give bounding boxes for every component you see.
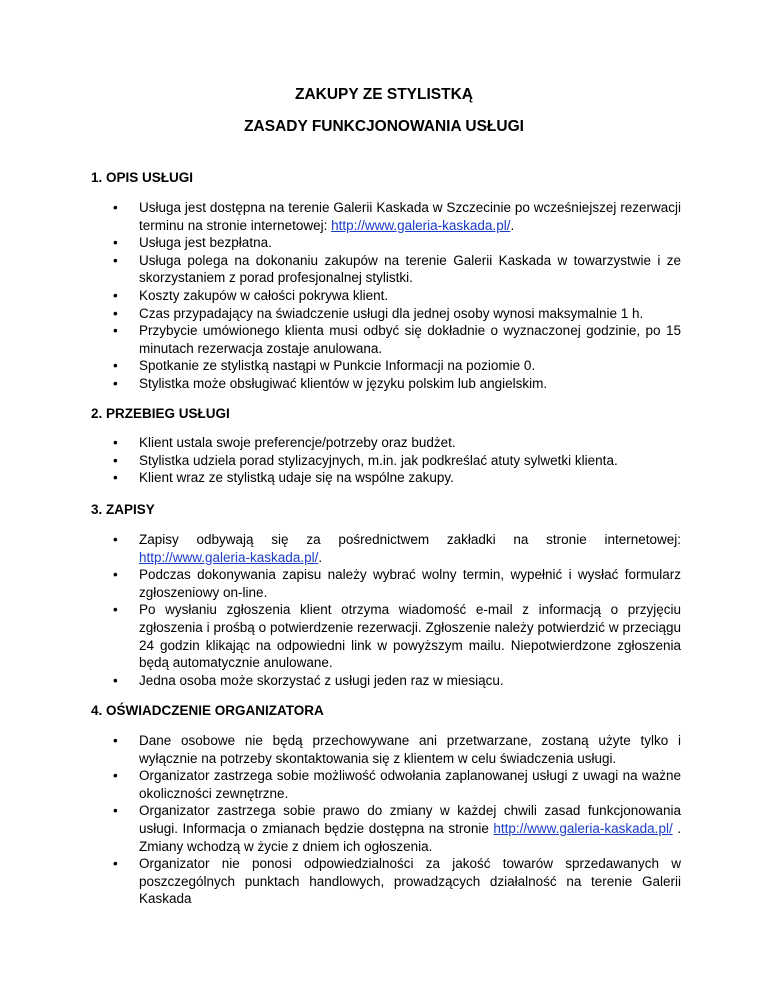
list-item — [91, 322, 681, 357]
item-text: Organizator zastrzega sobie możliwość odwołania zaplanowanej usługi z uwagi na ważne okoliczności zewnętrzne. — [139, 768, 681, 801]
section-heading: 3. ZAPISY — [91, 502, 155, 517]
item-text: Dane osobowe nie będą przechowywane ani przetwarzane, zostaną użyte tylko i wyłącznie na potrzeby skontaktowania się z klientem w celu świadczenia usługi. — [139, 733, 681, 766]
section-oswiadczenie-organizatora — [91, 703, 681, 908]
item-text-suffix: . Zmiany wchodzą w życie z dniem ich ogłoszenia. — [139, 820, 681, 854]
list-item — [91, 252, 681, 287]
bullet-icon: • — [113, 200, 118, 215]
section-list — [91, 531, 681, 689]
section-heading: 2. PRZEBIEG USŁUGI — [91, 406, 230, 421]
list-item — [91, 531, 681, 566]
list-item — [91, 732, 681, 767]
bullet-icon: • — [113, 532, 118, 547]
item-text-suffix: . — [318, 549, 323, 565]
item-text: Podczas dokonywania zapisu należy wybrać wolny termin, wypełnić i wysłać formularz zgłoszeniowy on-line. — [139, 567, 681, 600]
bullet-icon: • — [113, 287, 118, 303]
bullet-icon: • — [113, 323, 118, 339]
bullet-icon: • — [113, 235, 118, 251]
item-text: Jedna osoba może skorzystać z usługi jeden raz w miesiącu. — [139, 672, 504, 688]
list-item — [91, 452, 681, 470]
galeria-kaskada-link[interactable]: http://www.galeria-kaskada.pl/ — [493, 820, 673, 836]
document-title: ZAKUPY ZE STYLISTKĄ — [295, 86, 473, 103]
item-text: Usługa polega na dokonaniu zakupów na terenie Galerii Kaskada w towarzystwie i ze skorzystaniem z porad profesjonalnej stylistki. — [139, 252, 681, 286]
bullet-icon: • — [113, 768, 118, 784]
section-heading: 1. OPIS USŁUGI — [91, 170, 194, 185]
section-heading: 4. OŚWIADCZENIE ORGANIZATORA — [91, 703, 324, 718]
item-text: Stylistka udziela porad stylizacyjnych, m.in. jak podkreślać atuty sylwetki klienta. — [139, 452, 618, 468]
bullet-icon: • — [113, 672, 118, 688]
item-text: Organizator zastrzega sobie prawo do zmiany w każdej chwili zasad funkcjonowania usługi. Informacja o zmianach będzie dostępna na stronie — [139, 803, 681, 836]
bullet-icon: • — [113, 856, 118, 872]
item-text: Przybycie umówionego klienta musi odbyć się dokładnie o wyznaczonej godzinie, po 15 minutach rezerwacja zostaje anulowana. — [139, 323, 681, 356]
item-text: Usługa jest bezpłatna. — [139, 235, 272, 251]
section-list — [91, 199, 681, 393]
galeria-kaskada-link[interactable]: http://www.galeria-kaskada.pl/ — [139, 549, 319, 565]
bullet-icon: • — [113, 602, 118, 618]
list-item — [91, 672, 681, 690]
list-item — [91, 234, 681, 252]
item-text: Usługa jest dostępna na terenie Galerii Kaskada w Szczecinie po wcześniejszej rezerwacji terminu na stronie internetowej: — [139, 200, 681, 233]
item-text: Czas przypadający na świadczenie usługi dla jednej osoby wynosi maksymalnie 1 h. — [139, 305, 644, 321]
bullet-icon: • — [113, 305, 118, 321]
list-item — [91, 855, 681, 908]
list-item — [91, 566, 681, 601]
list-item — [91, 469, 681, 487]
item-text: Stylistka może obsługiwać klientów w języku polskim lub angielskim. — [139, 375, 548, 391]
item-text: Spotkanie ze stylistką nastąpi w Punkcie Informacji na poziomie 0. — [139, 358, 536, 374]
list-item — [91, 767, 681, 802]
section-przebieg-uslugi — [91, 406, 681, 487]
bullet-icon: • — [113, 435, 118, 450]
item-text: Organizator nie ponosi odpowiedzialności za jakość towarów sprzedawanych w poszczególnych punktach handlowych, prowadzących działalność na terenie Galerii Kaskada — [139, 856, 681, 907]
item-text: Klient ustala swoje preferencje/potrzeby oraz budżet. — [139, 435, 456, 450]
bullet-icon: • — [113, 567, 118, 583]
list-item — [91, 357, 681, 375]
item-text: Po wysłaniu zgłoszenia klient otrzyma wiadomość e-mail z informacją o przyjęciu zgłoszenia i prośbą o potwierdzenie rezerwacji. Zgłoszenie należy potwierdzić w przeciągu 24 godzin klikając na odpowiedni link w powyższym mailu. Niepotwierdzone zgłoszenia będą automatycznie anulowane. — [139, 602, 681, 671]
bullet-icon: • — [113, 452, 118, 468]
list-item — [91, 287, 681, 305]
section-list — [91, 434, 681, 487]
section-zapisy — [91, 502, 681, 689]
list-item — [91, 601, 681, 671]
bullet-icon: • — [113, 470, 118, 486]
item-text: Klient wraz ze stylistką udaje się na wspólne zakupy. — [139, 470, 454, 486]
bullet-icon: • — [113, 375, 118, 391]
galeria-kaskada-link[interactable]: http://www.galeria-kaskada.pl/ — [331, 217, 511, 233]
item-text: Koszty zakupów w całości pokrywa klient. — [139, 287, 389, 303]
list-item — [91, 305, 681, 323]
list-item — [91, 375, 681, 393]
section-opis-uslugi — [91, 170, 681, 393]
bullet-icon: • — [113, 358, 118, 374]
item-text: Zapisy odbywają się za pośrednictwem zakładki na stronie internetowej: — [139, 532, 681, 547]
list-item — [91, 802, 681, 855]
document-subtitle: ZASADY FUNKCJONOWANIA USŁUGI — [244, 118, 524, 135]
list-item — [91, 434, 681, 452]
item-text-suffix: . — [510, 217, 515, 233]
bullet-icon: • — [113, 252, 118, 268]
section-list — [91, 732, 681, 908]
bullet-icon: • — [113, 733, 118, 748]
bullet-icon: • — [113, 803, 118, 819]
list-item — [91, 199, 681, 234]
